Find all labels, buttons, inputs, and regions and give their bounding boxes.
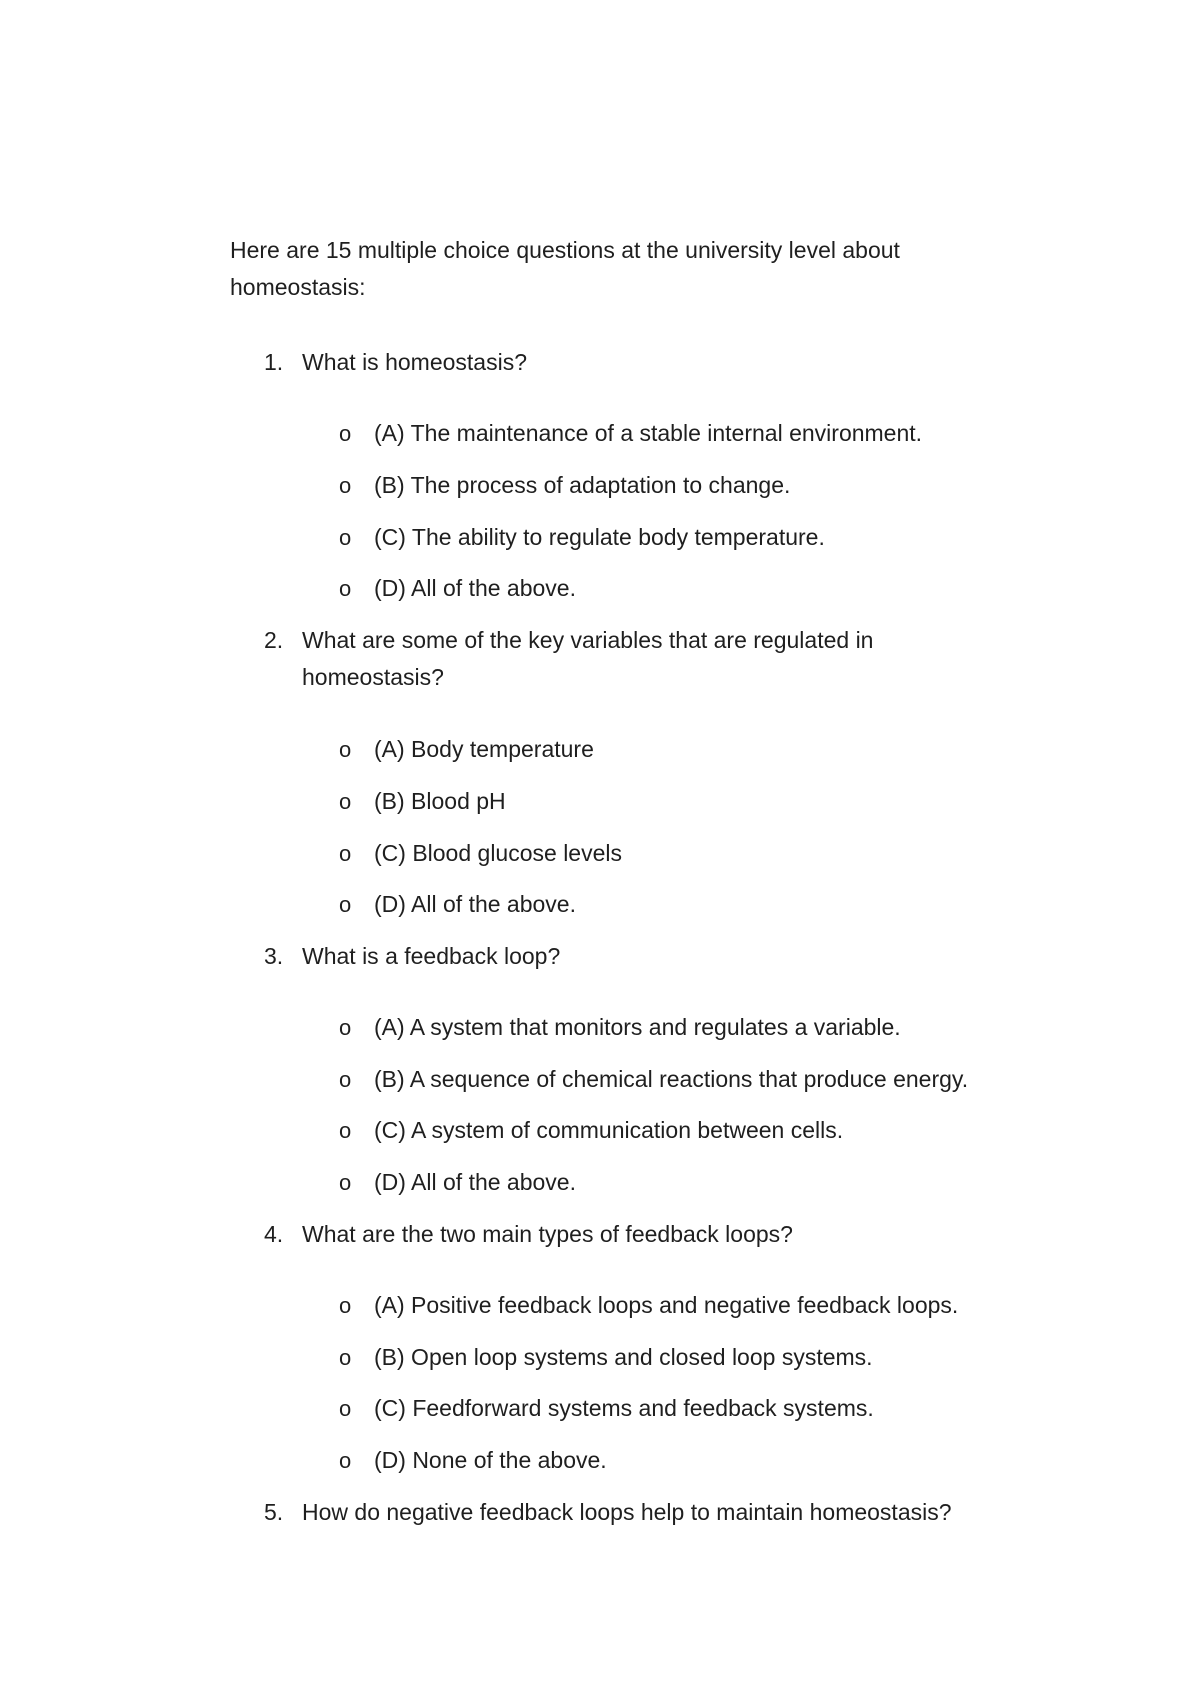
bullet-icon: o bbox=[339, 789, 352, 814]
option-text: (A) A system that monitors and regulates a variable. bbox=[374, 1014, 901, 1040]
option-b bbox=[0, 467, 1200, 504]
bullet-icon: o bbox=[339, 525, 352, 550]
option-a bbox=[0, 1009, 1200, 1046]
option-c bbox=[0, 1390, 1200, 1427]
option-text: (C) A system of communication between cells. bbox=[374, 1117, 844, 1143]
option-a bbox=[0, 731, 1200, 768]
bullet-icon: o bbox=[339, 1448, 352, 1473]
option-text: (B) Blood pH bbox=[374, 788, 506, 814]
option-c bbox=[0, 1112, 1200, 1149]
option-text: (A) Positive feedback loops and negative feedback loops. bbox=[374, 1292, 959, 1318]
option-d bbox=[0, 570, 1200, 607]
option-text: (A) Body temperature bbox=[374, 736, 594, 762]
bullet-icon: o bbox=[339, 473, 352, 498]
option-text: (A) The maintenance of a stable internal environment. bbox=[374, 420, 923, 446]
bullet-icon: o bbox=[339, 841, 352, 866]
question-text: What are the two main types of feedback loops? bbox=[302, 1221, 793, 1247]
option-d bbox=[0, 1164, 1200, 1201]
option-text: (D) All of the above. bbox=[374, 1169, 576, 1195]
option-c bbox=[0, 835, 1200, 872]
question-text: What is a feedback loop? bbox=[302, 943, 561, 969]
option-text: (C) Blood glucose levels bbox=[374, 840, 623, 866]
bullet-icon: o bbox=[339, 576, 352, 601]
question-number: 1. bbox=[264, 349, 284, 375]
question-number: 5. bbox=[264, 1499, 284, 1525]
question-number: 3. bbox=[264, 943, 284, 969]
option-d bbox=[0, 886, 1200, 923]
bullet-icon: o bbox=[339, 421, 352, 446]
bullet-icon: o bbox=[339, 1170, 352, 1195]
option-b bbox=[0, 783, 1200, 820]
question-text: What are some of the key variables that are regulated in homeostasis? bbox=[302, 627, 874, 690]
bullet-icon: o bbox=[339, 1293, 352, 1318]
option-text: (B) A sequence of chemical reactions that produce energy. bbox=[374, 1066, 969, 1092]
bullet-icon: o bbox=[339, 1118, 352, 1143]
question-text: What is homeostasis? bbox=[302, 349, 527, 375]
question-number: 2. bbox=[264, 627, 284, 653]
bullet-icon: o bbox=[339, 737, 352, 762]
bullet-icon: o bbox=[339, 1067, 352, 1092]
option-b bbox=[0, 1339, 1200, 1376]
option-b bbox=[0, 1061, 1200, 1098]
option-c bbox=[0, 519, 1200, 556]
question-number: 4. bbox=[264, 1221, 284, 1247]
option-text: (B) Open loop systems and closed loop systems. bbox=[374, 1344, 873, 1370]
option-text: (B) The process of adaptation to change. bbox=[374, 472, 791, 498]
option-a bbox=[0, 415, 1200, 452]
option-text: (C) Feedforward systems and feedback systems. bbox=[374, 1395, 874, 1421]
bullet-icon: o bbox=[339, 892, 352, 917]
bullet-icon: o bbox=[339, 1015, 352, 1040]
option-text: (D) All of the above. bbox=[374, 575, 576, 601]
option-a bbox=[0, 1287, 1200, 1324]
option-d bbox=[0, 1442, 1200, 1479]
option-text: (D) None of the above. bbox=[374, 1447, 607, 1473]
bullet-icon: o bbox=[339, 1396, 352, 1421]
option-text: (C) The ability to regulate body temperature. bbox=[374, 524, 825, 550]
question-text: How do negative feedback loops help to maintain homeostasis? bbox=[302, 1499, 952, 1525]
option-text: (D) All of the above. bbox=[374, 891, 576, 917]
bullet-icon: o bbox=[339, 1345, 352, 1370]
intro-paragraph: Here are 15 multiple choice questions at the university level about homeostasis: bbox=[230, 237, 900, 300]
